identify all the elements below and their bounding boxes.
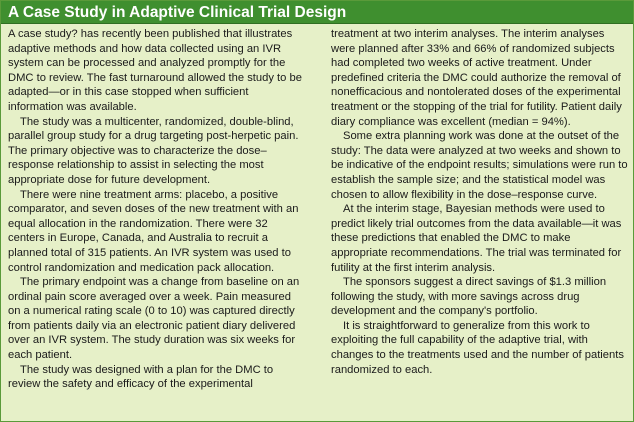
box-title: A Case Study in Adaptive Clinical Trial Design — [1, 1, 633, 24]
paragraph: treatment at two interim analyses. The interim analyses were planned after 33% and 66% of randomized subjects had completed two weeks of active treatment. Under predefined criteria the DMC could authorize the removal of nonefficacious and nontolerated doses of the experimental treatment or the stopping of the trial for futility. Patient daily diary compliance was excellent (median = 94%). — [331, 28, 622, 128]
left-column — [8, 27, 305, 392]
paragraph: Some extra planning work was done at the outset of the study: The data were analyzed at two weeks and shown to be indicative of the endpoint results; simulations were run to establish the sample size; and the statistical model was chosen to allow flexibility in the dose–response curve. — [331, 130, 628, 201]
paragraph: At the interim stage, Bayesian methods were used to predict likely trial outcomes from the data available—it was these predictions that enabled the DMC to make appropriate recommendations. The trial was terminated for futility at the first interim analysis. — [331, 203, 622, 274]
paragraph: A case study? has recently been published that illustrates adaptive methods and how data collected using an IVR system can be processed and analyzed promptly for the DMC to review. The fast turnaround allowed the study to be adapted—or in this case stopped when sufficient information was available. — [8, 28, 302, 113]
paragraph: It is straightforward to generalize from this work to exploiting the full capability of the adaptive trial, with changes to the treatments used and the number of patients randomized to each. — [331, 319, 624, 376]
paragraph: The sponsors suggest a direct savings of $1.3 million following the study, with more savings across drug development and the company's portfolio. — [331, 276, 607, 318]
paragraph: There were nine treatment arms: placebo, a positive comparator, and seven doses of the new treatment with an equal allocation in the randomization. There were 32 centers in Europe, Canada, and Australia to recruit a planned total of 315 patients. An IVR system was used to control randomization and medication pack allocation. — [8, 188, 299, 274]
paragraph: The study was designed with a plan for the DMC to review the safety and efficacy of the experimental — [8, 363, 274, 391]
paragraph: The primary endpoint was a change from baseline on an ordinal pain score averaged over a week. Pain measured on a numerical rating scale (0 to 10) was captured directly from patients daily via an electronic patient diary delivered over an IVR system. The study duration was six weeks for each patient. — [8, 276, 300, 362]
right-column — [331, 27, 628, 377]
paragraph: The study was a multicenter, randomized, double-blind, parallel group study for a drug targeting post-herpetic pain. The primary objective was to characterize the dose–response relationship to assist in selecting the most appropriate dose for future development. — [8, 115, 299, 186]
